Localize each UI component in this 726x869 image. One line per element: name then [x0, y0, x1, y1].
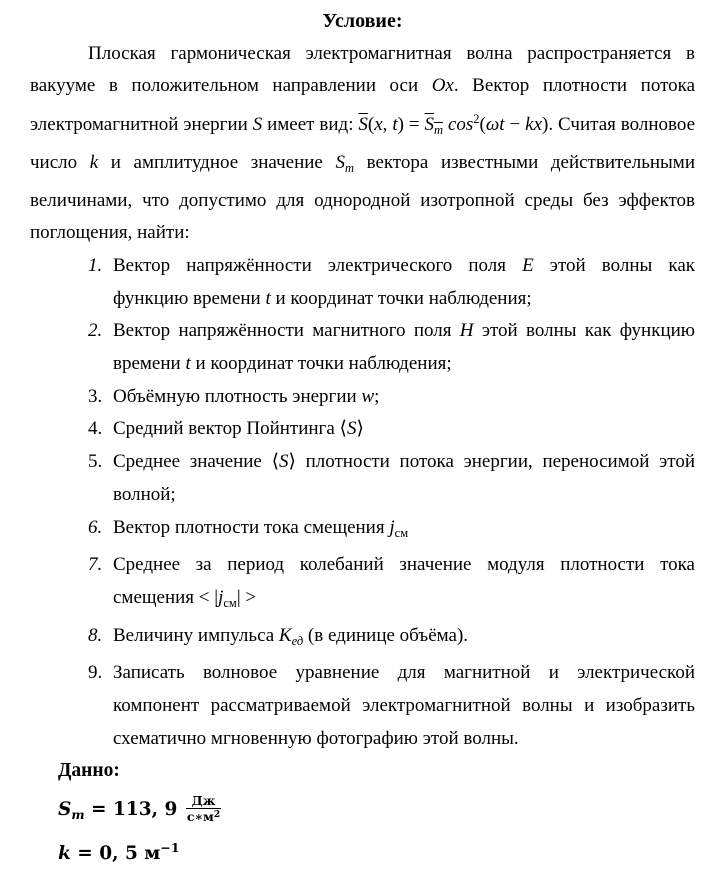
- item-text: Среднее значение ⟨S⟩ плотности потока энергии, переносимой этой волной;: [113, 451, 695, 505]
- fraction: [186, 793, 221, 824]
- item-text: Вектор плотности тока смещения $j_{см}$: [113, 516, 409, 540]
- list-item: [30, 446, 695, 511]
- item-text: Среднее за период колебаний значение модуля плотности тока смещения < $|j_{см}|$ >: [113, 554, 695, 610]
- problem-list: [30, 250, 695, 756]
- given-k-formula: k = 0, 5 $м^{-1}$: [58, 840, 180, 865]
- item-text: Объёмную плотность энергии w;: [113, 385, 380, 407]
- list-item: [30, 657, 695, 755]
- problem-title: Условие:: [322, 10, 403, 32]
- fraction-numerator: Дж: [186, 793, 221, 809]
- list-item: [30, 250, 695, 315]
- list-item: [30, 620, 695, 658]
- item-text: Вектор напряжённости магнитного поля H этой волны как функцию времени t и координат точки наблюдения;: [113, 320, 695, 375]
- item-number: 6.: [88, 516, 103, 538]
- item-number: 5.: [88, 451, 103, 473]
- item-number: 8.: [88, 624, 103, 646]
- item-number: 3.: [88, 385, 103, 407]
- item-number: 4.: [88, 418, 103, 440]
- item-number: 1.: [88, 254, 103, 276]
- intro-paragraph: Плоская гармоническая электромагнитная волна распространяется в вакууме в положительном направлении оси Ox. Вектор плотности потока электромагнитной энергии S имеет вид: $\overline{S}(x$, $t) = S_m$ $\cos^2(\omega t - kx)$. Считая волновое число k и амплитудное значение $S_m$ вектора известными действительными величинами, что допустимо для однородной изотропной среды без эффектов поглощения, найти:: [30, 42, 696, 244]
- list-item: [30, 413, 695, 446]
- list-item: [30, 315, 695, 380]
- item-number: 7.: [88, 554, 103, 576]
- item-text: Вектор напряжённости электрического поля E этой волны как функцию времени t и координат точки наблюдения;: [113, 254, 695, 309]
- fraction-denominator: $с∗м^2$: [186, 808, 221, 824]
- item-number: 9.: [88, 662, 103, 684]
- item-text: Записать волновое уравнение для магнитной и электрической компонент рассматриваемой электромагнитной волны и изобразить схематично мгновенную фотографию этой волны.: [113, 662, 695, 749]
- item-text: Средний вектор Пойнтинга ⟨S⟩: [113, 418, 364, 440]
- given-label: Данно:: [58, 760, 120, 782]
- item-number: 2.: [88, 320, 103, 342]
- list-item: [30, 512, 695, 550]
- list-item: [30, 549, 695, 619]
- list-item: [30, 381, 695, 414]
- given-sm-formula: $S_m = 113$, 9 $\frac{Дж}{с∗м^2}$: [58, 792, 221, 824]
- item-text: Величину импульса $K_{ед}$ (в единице объёма).: [113, 624, 469, 648]
